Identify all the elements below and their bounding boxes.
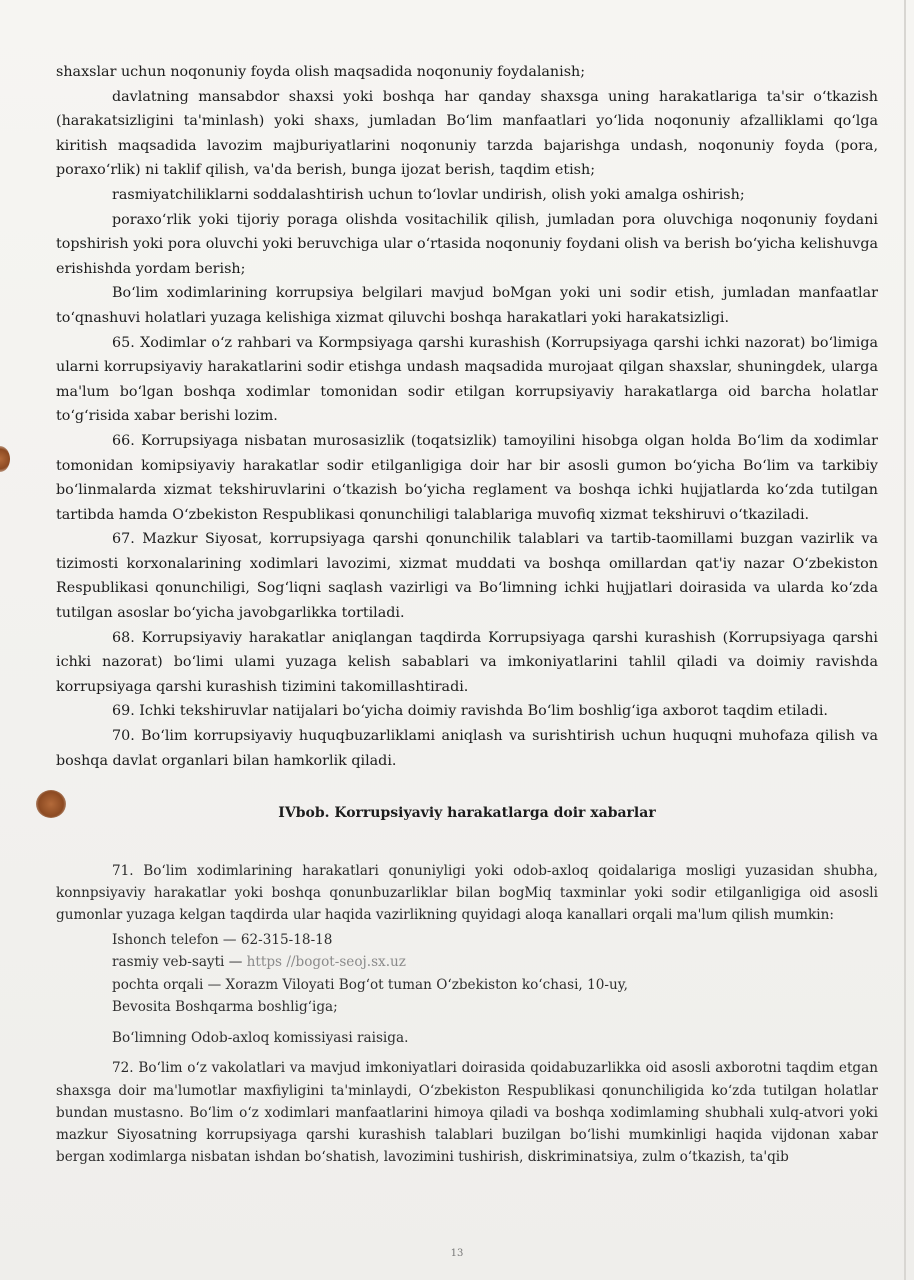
paragraph: poraxo‘rlik yoki tijoriy poraga olishda vositachilik qilish, jumladan pora oluvchiga noqonuniy foydani topshirish yoki pora oluvchi yoki beruvchiga ular o‘rtasida noqonuniy foydani olish va berish bo‘yicha kelishuvga erishishda yordam berish; (56, 211, 878, 277)
contact-commission: Bo‘limning Odob-axloq komissiyasi raisiga. (112, 1029, 409, 1046)
clause-68: 68. Korrupsiyaviy harakatlar aniqlangan taqdirda Korrupsiyaga qarshi kurashish (Korrupsiyaga qarshi ichki nazorat) bo‘limi ulami yuzaga kelish sabablari va imkoniyatlarini tahlil qiladi va doimiy ravishda korrupsiyaga qarshi kurashish tizimini takomillashtiradi. (56, 629, 878, 695)
clause-65: 65. Xodimlar o‘z rahbari va Kormpsiyaga qarshi kurashish (Korrupsiyaga qarshi ichki nazorat) bo‘limiga ularni korrupsiyaviy harakatlarini sodir etishga undash maqsadida murojaat qilgan shaxslar, shuningdek, ularga ma'lum bo‘lgan boshqa xodimlar tomonidan sodir etilgan korrupsiyaviy harakatlarga oid barcha holatlar to‘g‘risida xabar berishi lozim. (56, 334, 878, 425)
clause-67: 67. Mazkur Siyosat, korrupsiyaga qarshi qonunchilik talablari va tartib-taomillami buzgan vazirlik va tizimosti korxonalarining xodimlari lavozimi, xizmat muddati va boshqa omillardan qat'iy nazar O‘zbekiston Respublikasi qonunchiligi, Sog‘liqni saqlash vazirligi va Bo‘limning ichki hujjatlari doirasida va ularda ko‘zda tutilgan asoslar bo‘yicha javobgarlikka tortiladi. (56, 531, 878, 622)
contact-phone: Ishonch telefon — 62-315-18-18 (112, 931, 333, 948)
page-number: 13 (450, 1248, 464, 1259)
contact-list (56, 929, 878, 1050)
section-heading: IVbob. Korrupsiyaviy harakatlarga doir xabarlar (278, 805, 656, 822)
page-edge (904, 0, 906, 1280)
document-body (56, 60, 878, 1169)
paragraph: davlatning mansabdor shaxsi yoki boshqa har qanday shaxsga uning harakatlariga ta'sir o‘tkazish (harakatsizligini ta'minlash) yoki shaxs, jumladan Bo‘lim manfaatlari yo‘lida noqonuniy afzalliklami qo‘lga kiritish maqsadida lavozim majburiyatlarini noqonuniy tarzda bajarishga undash, noqonuniy foyda (pora, poraxo‘rlik) ni taklif qilish, va'da berish, bunga ijozat berish, taqdim etish; (56, 88, 878, 179)
stain-mark (0, 446, 10, 472)
paragraph: shaxslar uchun noqonuniy foyda olish maqsadida noqonuniy foydalanish; (56, 64, 586, 80)
clause-66: 66. Korrupsiyaga nisbatan murosasizlik (toqatsizlik) tamoyilini hisobga olgan holda Bo‘lim da xodimlar tomonidan komipsiyaviy harakatlar sodir etilganligiga doir har bir asosli gumon bo‘yicha Bo‘lim va tarkibiy bo‘linmalarda xizmat tekshiruvlarini o‘tkazish bo‘yicha reglament va boshqa ichki hujjatlarda ko‘zda tutilgan tartibda hamda O‘zbekiston Respublikasi qonunchiligi talablariga muvofiq xizmat tekshiruvi o‘tkaziladi. (56, 432, 878, 523)
clause-69: 69. Ichki tekshiruvlar natijalari bo‘yicha doimiy ravishda Bo‘lim boshlig‘iga axborot taqdim etiladi. (112, 703, 828, 720)
paragraph: rasmiyatchiliklarni soddalashtirish uchun to‘lovlar undirish, olish yoki amalga oshirish; (112, 186, 745, 203)
clause-71: 71. Bo‘lim xodimlarining harakatlari qonuniyligi yoki odob-axloq qoidalariga mosligi yuzasidan shubha, konnpsiyaviy harakatlar yoki boshqa qonunbuzarliklar bilan bogMiq taxminlar yoki sodir etilganligiga oid asosli gumonlar yuzaga kelgan taqdirda ular haqida vazirlikning quyidagi aloqa kanallari orqali ma'lum qilish mumkin: (56, 862, 878, 924)
website-link: https //bogot-seoj.sx.uz (246, 954, 406, 971)
contact-direct: Bevosita Boshqarma boshlig‘iga; (112, 999, 338, 1016)
paragraph: Bo‘lim xodimlarining korrupsiya belgilari mavjud boMgan yoki uni sodir etish, jumladan manfaatlar to‘qnashuvi holatlari yuzaga kelishiga xizmat qiluvchi boshqa harakatlari yoki harakatsizligi. (56, 285, 878, 326)
contact-website (112, 951, 878, 974)
clause-70: 70. Bo‘lim korrupsiyaviy huquqbuzarliklami aniqlash va surishtirish uchun huquqni muhofaza qilish va boshqa davlat organlari bilan hamkorlik qiladi. (56, 728, 878, 769)
website-label: rasmiy veb-sayti — (112, 954, 247, 971)
contact-postal: pochta orqali — Xorazm Viloyati Bog‘ot tuman O‘zbekiston ko‘chasi, 10-uy, (112, 976, 628, 993)
clause-72: 72. Bo‘lim o‘z vakolatlari va mavjud imkoniyatlari doirasida qoidabuzarlikka oid asosli axborotni taqdim etgan shaxsga doir ma'lumotlar maxfiyligini ta'minlaydi, O‘zbekiston Respublikasi qonunchiligida ko‘zda tutilgan holatlar bundan mustasno. Bo‘lim o‘z xodimlari manfaatlarini himoya qiladi va boshqa xodimlaming shubhali xulq-atvori yoki mazkur Siyosatning korrupsiyaga qarshi kurashish talablari buzilgan bo‘lishi mumkinligi haqida vijdonan xabar bergan xodimlarga nisbatan ishdan bo‘shatish, lavozimini tushirish, diskriminatsiya, zulm o‘tkazish, ta'qib (56, 1060, 878, 1166)
